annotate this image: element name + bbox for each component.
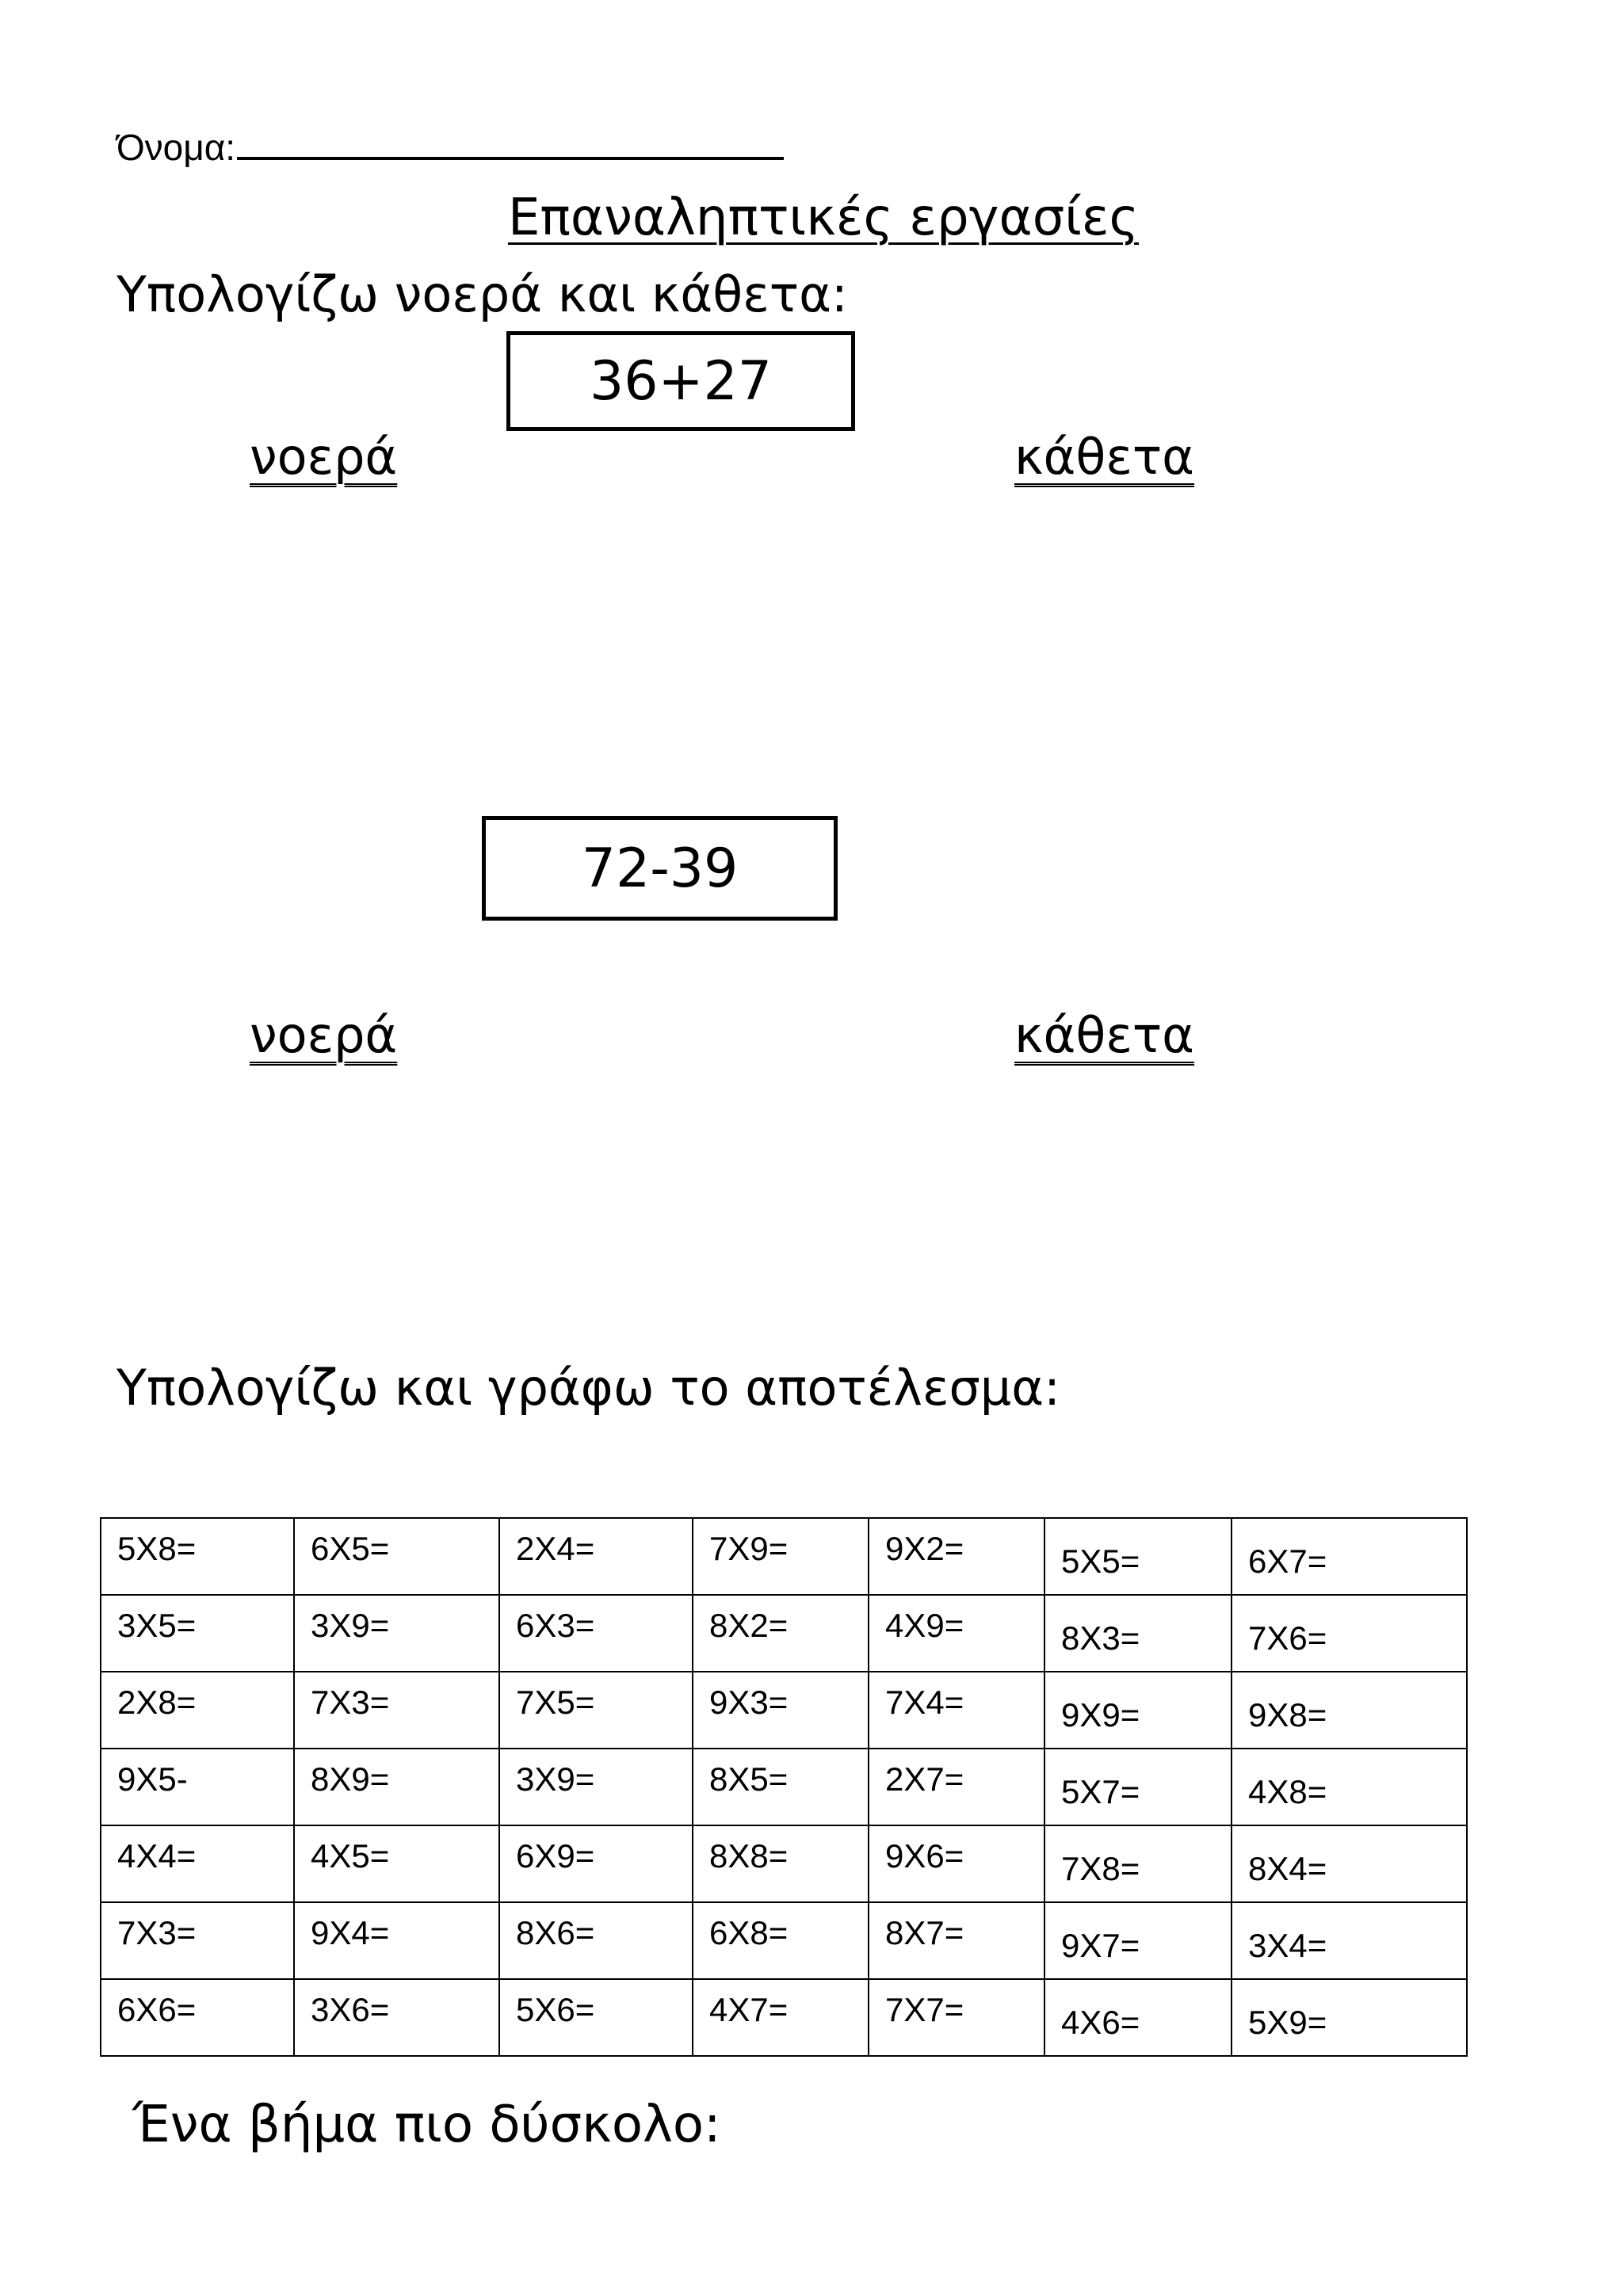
table-cell[interactable]: 9X8= [1232,1672,1467,1749]
table-cell[interactable]: 3X9= [499,1749,693,1825]
table-cell[interactable]: 2X4= [499,1518,693,1595]
table-cell[interactable]: 6X3= [499,1595,693,1672]
table-cell[interactable]: 9X3= [693,1672,869,1749]
table-cell[interactable]: 7X7= [869,1979,1044,2056]
problem-box-subtraction [482,816,838,921]
table-cell[interactable]: 4X4= [101,1825,294,1902]
table-cell[interactable]: 7X3= [294,1672,499,1749]
table-cell[interactable]: 7X4= [869,1672,1044,1749]
table-cell[interactable]: 9X6= [869,1825,1044,1902]
table-cell[interactable]: 9X7= [1044,1902,1232,1979]
table-cell[interactable]: 5X7= [1044,1749,1232,1825]
table-cell[interactable]: 7X9= [693,1518,869,1595]
table-cell[interactable]: 7X3= [101,1902,294,1979]
table-cell[interactable]: 8X2= [693,1595,869,1672]
table-cell[interactable]: 2X8= [101,1672,294,1749]
table-row [101,1749,1467,1825]
name-field [116,125,784,169]
table-cell[interactable]: 3X6= [294,1979,499,2056]
table-cell[interactable]: 5X9= [1232,1979,1467,2056]
table-cell[interactable]: 8X3= [1044,1595,1232,1672]
table-cell[interactable]: 6X8= [693,1902,869,1979]
section2-heading: Υπολογίζω και γράφω το αποτέλεσμα: [116,1359,1060,1417]
vertical-label: κάθετα [1014,428,1195,486]
table-cell[interactable]: 2X7= [869,1749,1044,1825]
table-row [101,1825,1467,1902]
table-cell[interactable]: 5X8= [101,1518,294,1595]
page-title-text: Επαναληπτικές εργασίες [507,189,1140,247]
problem-box-addition [506,331,855,431]
table-cell[interactable]: 8X7= [869,1902,1044,1979]
problem-expression: 36+27 [589,349,773,413]
table-row [101,1979,1467,2056]
table-cell[interactable]: 4X5= [294,1825,499,1902]
table-cell[interactable]: 5X6= [499,1979,693,2056]
section1-heading: Υπολογίζω νοερά και κάθετα: [116,265,848,323]
table-row [101,1518,1467,1595]
table-cell[interactable]: 7X8= [1044,1825,1232,1902]
table-cell[interactable]: 7X5= [499,1672,693,1749]
table-cell[interactable]: 4X7= [693,1979,869,2056]
table-cell[interactable]: 9X5- [101,1749,294,1825]
table-row [101,1902,1467,1979]
table-cell[interactable]: 4X6= [1044,1979,1232,2056]
table-cell[interactable]: 8X9= [294,1749,499,1825]
name-label: Όνομα: [116,127,236,168]
page-title [0,189,1623,247]
problem-expression: 72-39 [581,837,739,900]
table-cell[interactable]: 5X5= [1044,1518,1232,1595]
multiplication-table [100,1517,1468,2057]
table-cell[interactable]: 6X6= [101,1979,294,2056]
table-cell[interactable]: 9X2= [869,1518,1044,1595]
table-cell[interactable]: 8X6= [499,1902,693,1979]
table-row [101,1595,1467,1672]
table-cell[interactable]: 6X5= [294,1518,499,1595]
table-cell[interactable]: 4X9= [869,1595,1044,1672]
name-blank-line[interactable] [237,125,784,160]
table-row [101,1672,1467,1749]
table-cell[interactable]: 3X4= [1232,1902,1467,1979]
table-cell[interactable]: 3X5= [101,1595,294,1672]
table-cell[interactable]: 6X7= [1232,1518,1467,1595]
table-cell[interactable]: 3X9= [294,1595,499,1672]
table-cell[interactable]: 8X4= [1232,1825,1467,1902]
vertical-label: κάθετα [1014,1006,1195,1064]
table-cell[interactable]: 9X9= [1044,1672,1232,1749]
table-cell[interactable]: 8X8= [693,1825,869,1902]
table-cell[interactable]: 6X9= [499,1825,693,1902]
table-cell[interactable]: 9X4= [294,1902,499,1979]
mental-label: νοερά [250,1006,398,1064]
section3-heading: Ένα βήμα πιο δύσκολο: [132,2096,721,2154]
table-cell[interactable]: 8X5= [693,1749,869,1825]
table-cell[interactable]: 4X8= [1232,1749,1467,1825]
table-cell[interactable]: 7X6= [1232,1595,1467,1672]
mental-label: νοερά [250,428,398,486]
